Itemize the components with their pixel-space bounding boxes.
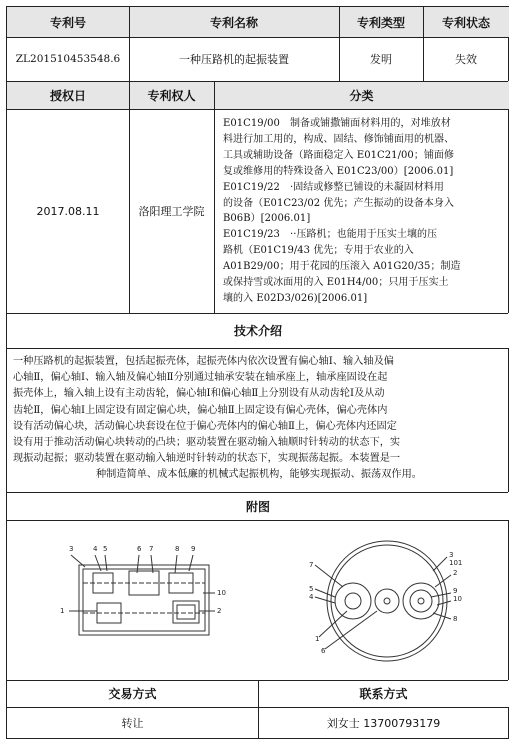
callout-label: 4 [309,593,314,601]
classification-text [220,115,508,313]
patent-type-header [339,7,423,37]
trade-method-value: 转让 [121,717,144,730]
callout-label: 5 [103,545,108,553]
callout-label: 101 [449,559,463,567]
patent-type-value: 发明 [370,53,392,66]
divider [7,520,508,521]
classification-line: 路机（E01C19/43 优先；专用于农业的入 [223,245,414,257]
classification-line: A01B29/00；用于花园的压滚入 A01G20/35；制造 [223,261,461,273]
classification-line: 壤的入 E02D3/026)[2006.01] [223,292,368,304]
divider [339,7,340,81]
figure-header-label: 附图 [245,499,270,514]
divider [7,313,508,314]
callout-label: 6 [137,545,142,553]
callout-label: 7 [149,545,154,553]
patent-status [423,37,509,81]
divider [7,109,508,110]
intro-line: 现振动起振；驱动装置在驱动输入轴逆时针转动的状态下，实现振荡起振。本装置是一 [13,453,401,465]
figure-header [7,492,509,520]
callout-label: 7 [309,561,314,569]
classification-line: E01C19/22 ·固结或修整已铺设的未凝固材料用 [223,181,444,193]
callout-label: 3 [449,551,454,559]
intro-line: 设有用于推动活动偏心块转动的凸块；驱动装置在驱动输入轴顺时针转动的状态下，实 [13,437,401,449]
callout-label: 2 [217,607,222,615]
callout-label: 9 [453,587,458,595]
owner-value: 洛阳理工学院 [138,205,205,218]
trade-method-header [7,680,258,707]
patent-number-header [7,7,129,37]
patent-number [7,37,129,81]
patent-type-header-label: 专利类型 [356,15,405,30]
patent-type [339,37,423,81]
intro-line: 设有活动偏心块，活动偏心块套设在位于偏心壳体内的偏心轴Ⅱ上，偏心壳体内还固定 [13,420,397,432]
contact-header [258,680,509,707]
figure-left-drawing [57,543,227,643]
grant-date-header-label: 授权日 [49,88,86,103]
owner-header [129,81,214,109]
patent-table [6,6,509,739]
intro-line: 齿轮Ⅱ，偏心轴Ⅰ上固定设有固定偏心块，偏心轴Ⅱ上固定设有偏心壳体，偏心壳体内 [13,404,388,416]
classification-header [214,81,509,109]
figure-right-drawing [307,535,467,665]
callout-label: 9 [191,545,196,553]
owner-header-label: 专利权人 [147,88,196,103]
patent-name [129,37,339,81]
grant-date-value: 2017.08.11 [36,204,100,218]
callout-label: 8 [453,615,458,623]
divider [7,81,508,82]
divider [258,680,259,739]
callout-label: 10 [217,589,226,597]
owner [129,109,214,313]
callout-label: 2 [453,569,458,577]
classification-header-label: 分类 [349,88,374,103]
callout-label: 5 [309,585,314,593]
classification-line: 的设备（E01C23/02 优先；产生振动的设备本身入 [223,197,455,209]
divider [214,81,215,313]
callout-label: 1 [60,607,65,615]
classification-line: E01C19/23 ··压路机；也能用于压实土壤的压 [223,229,438,241]
patent-name-header-label: 专利名称 [209,15,258,30]
classification-line: E01C19/00 制备或铺撒铺面材料用的，对堆放材 [223,118,451,129]
callout-label: 4 [93,545,98,553]
trade-method-header-label: 交易方式 [108,687,157,701]
patent-name-header [129,7,339,37]
divider [129,7,130,81]
patent-number-value: ZL201510453548.6 [15,53,121,65]
divider [7,37,508,38]
callout-label: 3 [69,545,74,553]
callout-label: 1 [315,635,320,643]
callout-label: 6 [321,647,326,655]
intro-header [7,313,509,348]
patent-name-value: 一种压路机的起振装置 [179,53,289,66]
classification-line: 或保持雪或冰面用的入 E01H4/00；只用于压实土 [223,277,449,289]
intro-line: 振壳体上，输入轴上设有主动齿轮，偏心轴Ⅰ和偏心轴Ⅱ上分别设有从动齿轮Ⅰ及从动 [13,388,385,400]
intro-line: 心轴Ⅱ，偏心轴Ⅰ、输入轴及偏心轴Ⅱ分别通过轴承安装在轴承座上，轴承座固设在起 [13,372,388,384]
contact-value: 刘女士 13700793179 [326,717,441,730]
patent-status-value: 失效 [455,53,477,66]
classification-line: 料进行加工用的，构成、固结、修饰铺面用的机器、 [223,133,455,145]
intro-line: 种制造简单、成本低廉的机械式起振机构，能够实现振动、振荡双作用。 [96,469,422,481]
classification-line: 复或维修用的特殊设备入 E01C23/00）[2006.01] [223,165,454,177]
left-callouts [60,545,226,615]
divider [7,348,508,349]
grant-date [7,109,129,313]
contact [258,707,509,739]
divider [7,492,508,493]
callout-label: 8 [175,545,180,553]
patent-status-header-label: 专利状态 [441,15,490,30]
contact-header-label: 联系方式 [359,687,408,701]
grant-date-header [7,81,129,109]
callout-label: 10 [453,595,462,603]
patent-status-header [423,7,509,37]
intro-line: 一种压路机的起振装置，包括起振壳体，起振壳体内依次设置有偏心轴Ⅰ、输入轴及偏 [13,356,394,367]
intro-text [13,354,505,484]
trade-method [7,707,258,739]
divider [423,7,424,81]
classification-line: B06B）[2006.01] [223,213,311,225]
patent-number-header-label: 专利号 [49,15,86,30]
divider [129,81,130,313]
classification-line: 工具或辅助设备（路面稳定入 E01C21/00；铺面修 [223,149,455,161]
intro-header-label: 技术介绍 [233,324,282,338]
